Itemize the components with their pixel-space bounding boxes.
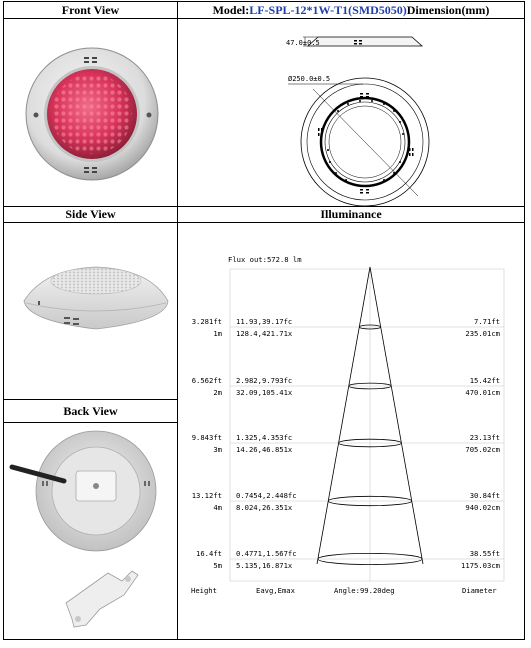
height-m-label: 4m: [213, 503, 222, 512]
diameter-dimension-label: Ø250.0±0.5: [288, 75, 331, 83]
diameter-ft-label: 23.13ft: [469, 433, 500, 442]
diameter-ft-label: 15.42ft: [469, 376, 500, 385]
diameter-ft-label: 30.84ft: [469, 491, 500, 500]
footer-height-label: Height: [191, 586, 217, 595]
height-dimension-label: 47.0±0.5: [286, 39, 320, 47]
diameter-cm-label: 940.02cm: [465, 503, 500, 512]
height-ft-label: 16.4ft: [196, 549, 222, 558]
illuminance-title: Illuminance: [320, 207, 382, 221]
front-view-image: [3, 18, 178, 207]
height-m-label: 1m: [213, 329, 222, 338]
height-ft-label: 13.12ft: [191, 491, 222, 500]
illuminance-fc-label: 1.325,4.353fc: [236, 433, 293, 442]
height-ft-label: 6.562ft: [191, 376, 222, 385]
front-view-header: [3, 1, 178, 19]
dimension-suffix: Dimension(mm): [406, 2, 490, 17]
footer-angle-label: Angle:99.20deg: [334, 586, 395, 595]
illuminance-lx-label: 32.09,105.41x: [236, 388, 293, 397]
diameter-cm-label: 470.01cm: [465, 388, 500, 397]
illuminance-chart: [177, 222, 525, 640]
back-view-image: [3, 422, 178, 640]
back-view-header: [3, 399, 178, 423]
model-name: LF-SPL-12*1W-T1(SMD5050): [249, 2, 407, 17]
flux-label: Flux out:572.8 lm: [228, 255, 302, 264]
illuminance-fc-label: 11.93,39.17fc: [236, 317, 293, 326]
height-m-label: 3m: [213, 445, 222, 454]
illuminance-lx-label: 8.024,26.351x: [236, 503, 293, 512]
illuminance-lx-label: 14.26,46.851x: [236, 445, 293, 454]
illuminance-fc-label: 2.982,9.793fc: [236, 376, 293, 385]
height-ft-label: 9.843ft: [191, 433, 222, 442]
illuminance-lx-label: 128.4,421.71x: [236, 329, 293, 338]
illuminance-lx-label: 5.135,16.871x: [236, 561, 293, 570]
height-m-label: 5m: [213, 561, 222, 570]
back-view-title: Back View: [63, 403, 118, 418]
side-view-title: Side View: [65, 207, 116, 221]
illuminance-header: [177, 206, 525, 223]
diameter-ft-label: 7.71ft: [474, 317, 500, 326]
illuminance-fc-label: 0.4771,1.567fc: [236, 549, 297, 558]
side-view-header: [3, 206, 178, 223]
beam-right-edge: [370, 267, 423, 564]
front-view-title: Front View: [61, 2, 120, 17]
diameter-cm-label: 235.01cm: [465, 329, 500, 338]
footer-eavg-label: Eavg,Emax: [256, 586, 295, 595]
height-m-label: 2m: [213, 388, 222, 397]
side-view-image: [3, 222, 178, 400]
diameter-cm-label: 1175.03cm: [461, 561, 500, 570]
footer-diameter-label: Diameter: [462, 586, 497, 595]
illuminance-fc-label: 0.7454,2.448fc: [236, 491, 297, 500]
dimension-drawing: [177, 18, 525, 207]
dimension-header: [177, 1, 525, 19]
height-ft-label: 3.281ft: [191, 317, 222, 326]
diameter-ft-label: 38.55ft: [469, 549, 500, 558]
dimension-prefix: Model:: [212, 2, 250, 17]
beam-left-edge: [317, 267, 370, 564]
diameter-cm-label: 705.02cm: [465, 445, 500, 454]
